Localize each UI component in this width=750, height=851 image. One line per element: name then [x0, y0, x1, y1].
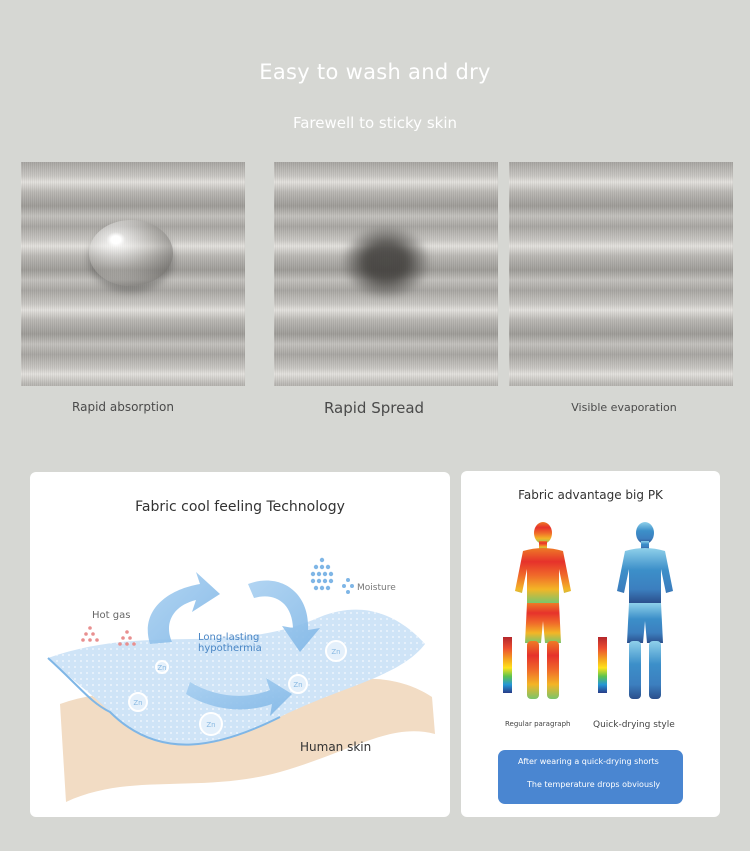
moisture-dots-icon: [311, 558, 354, 594]
quick-drying-style-label: Quick-drying style: [593, 720, 675, 730]
person-heat-map-hot-icon: [509, 521, 577, 707]
hot-gas-icon: [81, 626, 136, 646]
page-subtitle: Farewell to sticky skin: [292, 114, 458, 132]
hot-gas-label: Hot gas: [92, 610, 131, 621]
info-line-2: The temperature drops obviously: [527, 780, 661, 789]
fabric-photo-absorption: [21, 162, 245, 386]
temperature-scale-icon: [503, 637, 512, 693]
zn-ion-label: Zn: [331, 648, 341, 656]
info-box: [498, 750, 683, 804]
caption-rapid-absorption: Rapid absorption: [72, 400, 174, 414]
zn-ion-label: Zn: [133, 699, 143, 707]
water-droplet-icon: [89, 220, 173, 286]
zn-ion-label: Zn: [206, 721, 216, 729]
info-line-1: After wearing a quick-drying shorts: [518, 757, 659, 766]
caption-visible-evaporation: Visible evaporation: [571, 401, 677, 414]
pk-title: Fabric advantage big PK: [518, 488, 663, 502]
cool-feeling-card: [30, 472, 450, 817]
moisture-label: Moisture: [357, 583, 396, 593]
caption-rapid-spread: Rapid Spread: [323, 399, 425, 417]
cool-feeling-title: Fabric cool feeling Technology: [135, 499, 345, 515]
regular-paragraph-label: Regular paragraph: [505, 720, 571, 728]
zn-ion-label: Zn: [157, 664, 167, 672]
long-lasting-hypothermia-label: Long-lasting hypothermia: [198, 632, 262, 654]
human-skin-label: Human skin: [300, 740, 372, 754]
person-heat-map-cool-icon: [611, 521, 679, 707]
page-title: Easy to wash and dry: [259, 60, 491, 84]
temperature-scale-icon: [598, 637, 607, 693]
zn-ion-label: Zn: [293, 681, 303, 689]
wet-stain-icon: [344, 227, 428, 297]
fabric-photo-spread: [274, 162, 498, 386]
fabric-pk-card: [461, 471, 720, 817]
fabric-photo-evaporation: [509, 162, 733, 386]
